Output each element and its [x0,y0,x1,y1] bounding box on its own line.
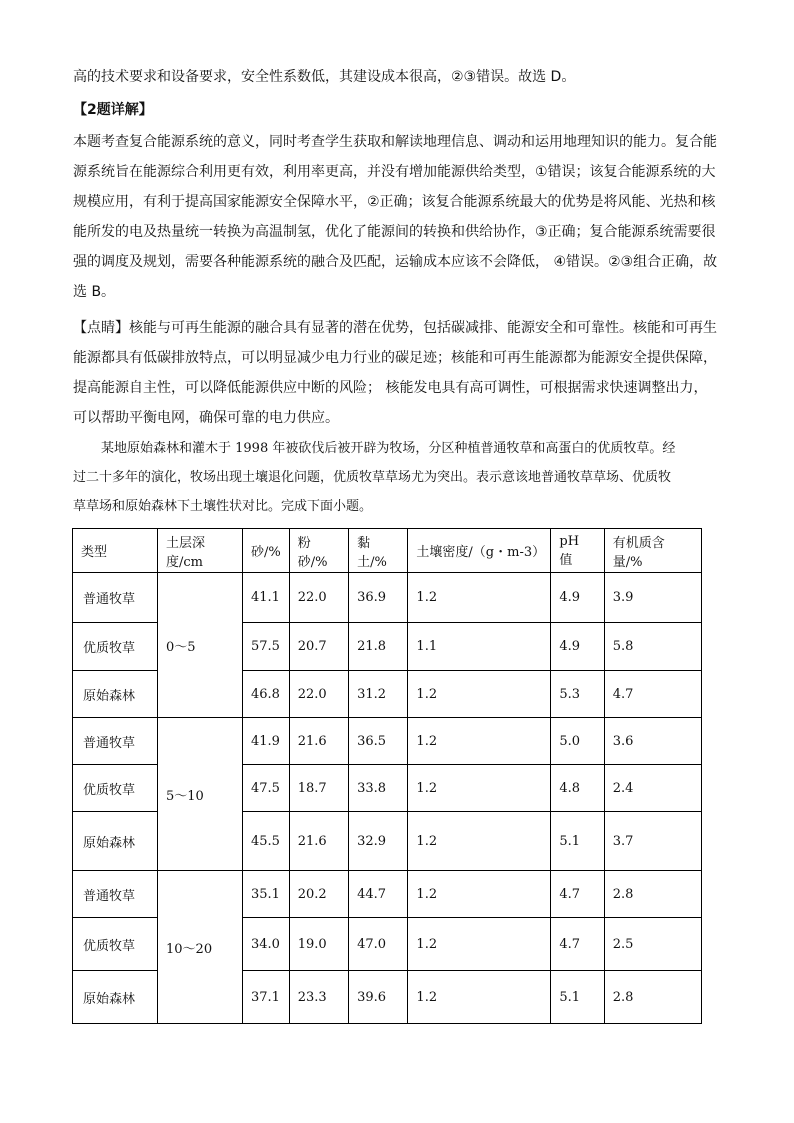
value-cell: 1.2 [408,918,551,971]
value-cell: 36.9 [349,573,408,623]
value-cell: 22.0 [289,671,348,718]
value-cell: 21.8 [349,623,408,671]
value-cell: 1.2 [408,812,551,871]
value-cell: 5.0 [551,718,604,765]
answer-continuation [73,62,723,92]
value-cell: 44.7 [349,871,408,918]
text-line: 过二十多年的演化，牧场出现土壤退化问题，优质牧草草场尤为突出。表示意该地普通牧草草场、优质牧 [73,470,672,485]
header-cell: 土层深度/cm [158,529,243,573]
value-cell: 3.9 [604,573,701,623]
question-intro [73,434,725,521]
value-cell: 47.0 [349,918,408,971]
value-cell: 41.1 [243,573,290,623]
value-cell: 46.8 [243,671,290,718]
value-cell: 1.1 [408,623,551,671]
type-cell: 优质牧草 [73,623,158,671]
header-cell: 土壤密度/（g・m-3） [408,529,551,573]
header-cell: 粉砂/% [289,529,348,573]
value-cell: 4.9 [551,623,604,671]
value-cell: 5.1 [551,812,604,871]
value-cell: 1.2 [408,765,551,812]
value-cell: 57.5 [243,623,290,671]
value-cell: 32.9 [349,812,408,871]
value-cell: 2.4 [604,765,701,812]
value-cell: 3.7 [604,812,701,871]
text-line: 强的调度及规划，需要各种能源系统的融合及匹配，运输成本应该不会降低， ④错误。②③组合正确，故 [73,254,718,270]
value-cell: 4.8 [551,765,604,812]
value-cell: 2.5 [604,918,701,971]
type-cell: 原始森林 [73,671,158,718]
value-cell: 2.8 [604,971,701,1024]
value-cell: 1.2 [408,871,551,918]
value-cell: 45.5 [243,812,290,871]
value-cell: 3.6 [604,718,701,765]
depth-cell: 0～5 [158,573,243,718]
text-line: 【点睛】核能与可再生能源的融合具有显著的潜在优势，包括碳减排、能源安全和可靠性。核能和可再生 [73,320,717,336]
value-cell: 36.5 [349,718,408,765]
text-line: 源系统旨在能源综合利用更有效，利用率更高，并没有增加能源供给类型，①错误；该复合能源系统的大 [73,164,716,180]
type-cell: 普通牧草 [73,718,158,765]
value-cell: 4.7 [551,871,604,918]
value-cell: 1.2 [408,671,551,718]
header-cell: 类型 [73,529,158,573]
text-line: 本题考查复合能源系统的意义，同时考查学生获取和解读地理信息、调动和运用地理知识的能力。复合能 [73,134,717,150]
text-line: 能源都具有低碳排放特点，可以明显减少电力行业的碳足迹；核能和可再生能源都为能源安全提供保障， [73,350,717,366]
text-line: 高的技术要求和设备要求，安全性系数低，其建设成本很高，②③错误。故选 D。 [73,69,576,85]
type-cell: 原始森林 [73,812,158,871]
header-cell: pH 值 [551,529,604,573]
value-cell: 41.9 [243,718,290,765]
value-cell: 20.7 [289,623,348,671]
value-cell: 4.9 [551,573,604,623]
value-cell: 47.5 [243,765,290,812]
dianjing-note [73,313,723,433]
type-cell: 普通牧草 [73,871,158,918]
value-cell: 1.2 [408,573,551,623]
value-cell: 31.2 [349,671,408,718]
table-row [73,871,702,918]
value-cell: 21.6 [289,718,348,765]
text-line: 提高能源自主性，可以降低能源供应中断的风险； 核能发电具有高可调性，可根据需求快速调整出力， [73,380,708,396]
text-line: 规模应用，有利于提高国家能源安全保障水平，②正确；该复合能源系统最大的优势是将风能、光热和核 [73,194,716,210]
text-line: 草草场和原始森林下土壤性状对比。完成下面小题。 [73,499,373,514]
question-2-explanation [73,127,723,307]
table-header-row [73,529,702,573]
value-cell: 39.6 [349,971,408,1024]
value-cell: 35.1 [243,871,290,918]
value-cell: 22.0 [289,573,348,623]
soil-properties-table [72,528,702,1024]
table-row [73,573,702,623]
type-cell: 原始森林 [73,971,158,1024]
value-cell: 19.0 [289,918,348,971]
value-cell: 33.8 [349,765,408,812]
question-2-heading: 【2题详解】 [73,102,153,118]
value-cell: 4.7 [604,671,701,718]
text-line: 某地原始森林和灌木于 1998 年被砍伐后被开辟为牧场，分区种植普通牧草和高蛋白的优质牧草。经 [101,441,676,456]
value-cell: 5.1 [551,971,604,1024]
value-cell: 37.1 [243,971,290,1024]
type-cell: 普通牧草 [73,573,158,623]
type-cell: 优质牧草 [73,918,158,971]
header-cell: 砂/% [243,529,290,573]
value-cell: 34.0 [243,918,290,971]
depth-cell: 10～20 [158,871,243,1024]
header-cell: 有机质含量/% [604,529,701,573]
depth-cell: 5～10 [158,718,243,871]
value-cell: 2.8 [604,871,701,918]
value-cell: 5.8 [604,623,701,671]
text-line: 能所发的电及热量统一转换为高温制氢，优化了能源间的转换和供给协作，③正确；复合能源系统需要很 [73,224,716,240]
type-cell: 优质牧草 [73,765,158,812]
text-line: 选 B。 [73,284,116,300]
table-row [73,718,702,765]
value-cell: 1.2 [408,718,551,765]
header-cell: 黏土/% [349,529,408,573]
value-cell: 5.3 [551,671,604,718]
table-body [73,573,702,1024]
value-cell: 20.2 [289,871,348,918]
value-cell: 21.6 [289,812,348,871]
value-cell: 4.7 [551,918,604,971]
value-cell: 18.7 [289,765,348,812]
value-cell: 23.3 [289,971,348,1024]
value-cell: 1.2 [408,971,551,1024]
text-line: 可以帮助平衡电网，确保可靠的电力供应。 [73,410,339,426]
